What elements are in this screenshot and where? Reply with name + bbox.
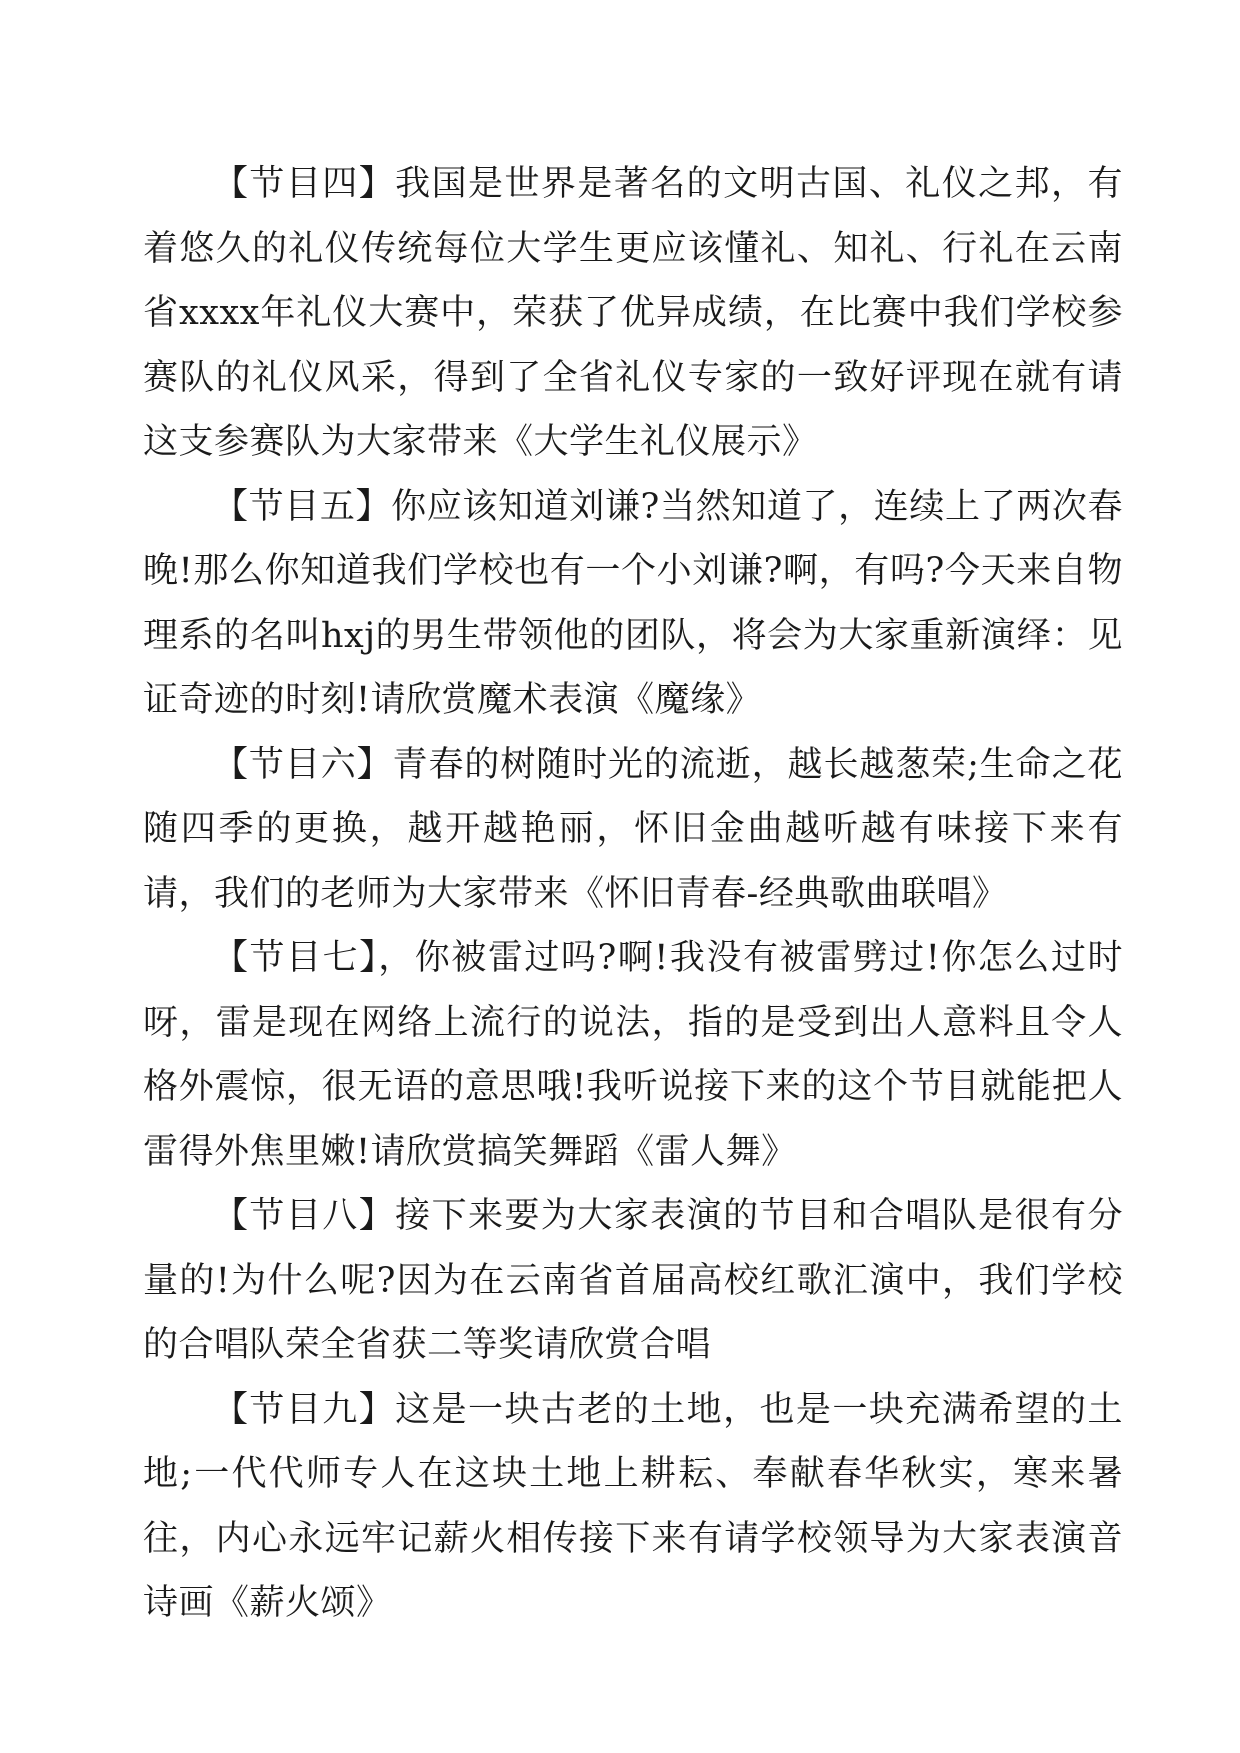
paragraph-program-8: 【节目八】接下来要为大家表演的节目和合唱队是很有分量的!为什么呢?因为在云南省首届高校红歌汇演中，我们学校的合唱队荣全省获二等奖请欣赏合唱	[143, 1196, 1123, 1365]
document-body	[143, 152, 1123, 1636]
paragraph-program-5: 【节目五】你应该知道刘谦?当然知道了，连续上了两次春晚!那么你知道我们学校也有一个小刘谦?啊，有吗?今天来自物理系的名叫hxj的男生带领他的团队，将会为大家重新演绎：见证奇迹的时刻!请欣赏魔术表演《魔缘》	[143, 486, 1123, 720]
paragraph-program-7: 【节目七】，你被雷过吗?啊!我没有被雷劈过!你怎么过时呀，雷是现在网络上流行的说法，指的是受到出人意料且令人格外震惊，很无语的意思哦!我听说接下来的这个节目就能把人雷得外焦里嫩!请欣赏搞笑舞蹈《雷人舞》	[143, 938, 1123, 1172]
paragraph-program-9: 【节目九】这是一块古老的土地，也是一块充满希望的土地;一代代师专人在这块土地上耕耘、奉献春华秋实，寒来暑往，内心永远牢记薪火相传接下来有请学校领导为大家表演音诗画《薪火颂》	[143, 1389, 1123, 1623]
paragraph-program-6: 【节目六】青春的树随时光的流逝，越长越葱荣;生命之花随四季的更换，越开越艳丽，怀旧金曲越听越有味接下来有请，我们的老师为大家带来《怀旧青春-经典歌曲联唱》	[143, 744, 1123, 914]
paragraph-program-4: 【节目四】我国是世界是著名的文明古国、礼仪之邦，有着悠久的礼仪传统每位大学生更应该懂礼、知礼、行礼在云南省xxxx年礼仪大赛中，荣获了优异成绩，在比赛中我们学校参赛队的礼仪风采，得到了全省礼仪专家的一致好评现在就有请这支参赛队为大家带来《大学生礼仪展示》	[143, 164, 1123, 462]
